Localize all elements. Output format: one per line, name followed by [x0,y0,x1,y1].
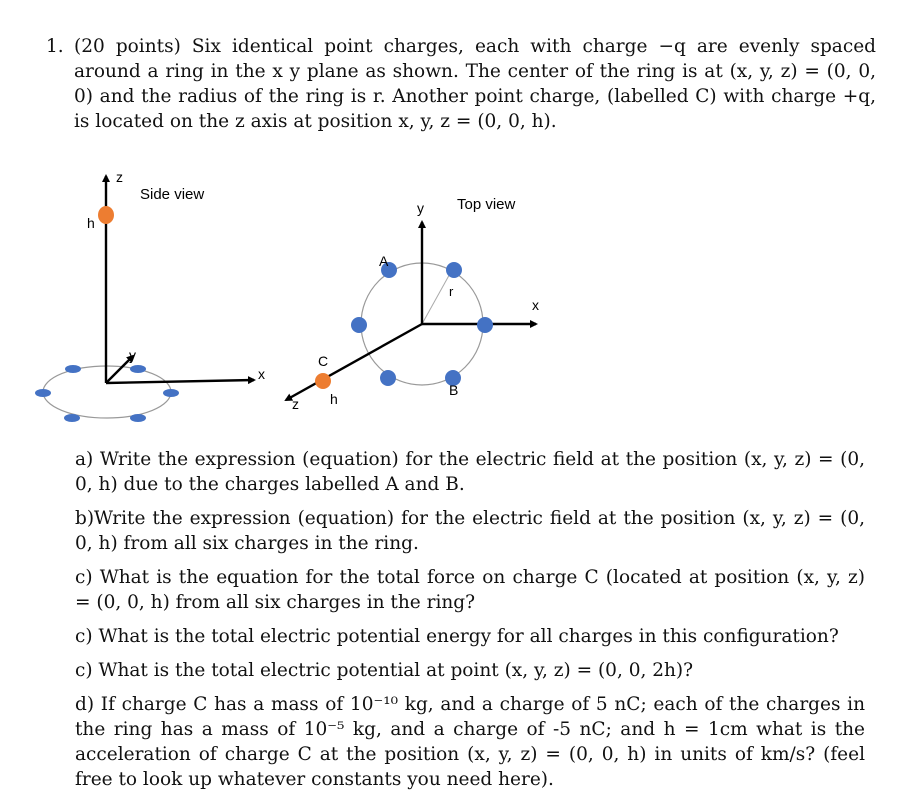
side-view [35,169,265,422]
questions [75,447,865,801]
top-charge-C [315,373,331,389]
top-axis-y-label: y [417,200,424,216]
top-label-B: B [449,382,459,398]
side-ring-charge [163,389,179,397]
top-ring-charge [351,317,367,333]
top-ring-charge [380,370,396,386]
top-h-label: h [330,391,338,407]
question-c-force: c) What is the equation for the total force on charge C (located at position (x, y, z) = (0, 0, h) from all six charges in the ring? [75,567,865,613]
top-label-C: C [318,353,329,369]
top-view [286,196,539,412]
figure [0,160,924,430]
side-x-axis [106,380,254,383]
side-charge-C [98,206,114,224]
top-label-A: A [379,253,389,269]
side-ring-charge [65,365,81,373]
side-h-label: h [87,215,95,231]
question-c-potential: c) What is the total electric potential at point (x, y, z) = (0, 0, 2h)? [75,660,694,681]
top-z-axis [286,324,422,400]
side-axis-x-label: x [258,366,265,382]
top-view-title: Top view [457,196,516,213]
figure-svg [0,160,924,430]
side-view-title: Side view [140,186,205,203]
side-ring-charge [64,414,80,422]
problem-number: 1. [46,36,64,57]
side-ring-charge [35,389,51,397]
question-b: b)Write the expression (equation) for the electric field at the position (x, y, z) = (0, 0, h) from all six charges in the ring. [75,508,865,554]
top-ring-charge [446,262,462,278]
top-axis-x-label: x [532,297,539,313]
problem-statement [46,34,876,134]
top-ring-charge [477,317,493,333]
question-d: d) If charge C has a mass of 10⁻¹⁰ kg, and a charge of 5 nC; each of the charges in the ring has a mass of 10⁻⁵ kg, and a charge of -5 nC; and h = 1cm what is the acceleration of charge C at the position (x, y, z) = (0, 0, h) in units of km/s? (feel free to look up whatever constants you need here). [75,694,865,790]
top-label-r: r [449,284,454,299]
problem-text: (20 points) Six identical point charges, each with charge −q are evenly spaced around a ring in the x y plane as shown. The center of the ring is at (x, y, z) = (0, 0, 0) and the radius of the ring is r. Another point charge, (labelled C) with charge +q, is located on the z axis at position x, y, z = (0, 0, h). [74,36,876,132]
side-ring-charge [130,365,146,373]
top-radius-line [422,270,452,324]
question-c-energy: c) What is the total electric potential energy for all charges in this configuration? [75,626,839,647]
side-axis-z-label: z [116,169,123,185]
question-a: a) Write the expression (equation) for the electric field at the position (x, y, z) = (0, 0, h) due to the charges labelled A and B. [75,449,865,495]
side-axis-y-label: y [129,347,136,363]
side-ring-charge [130,414,146,422]
top-axis-z-label: z [292,396,299,412]
